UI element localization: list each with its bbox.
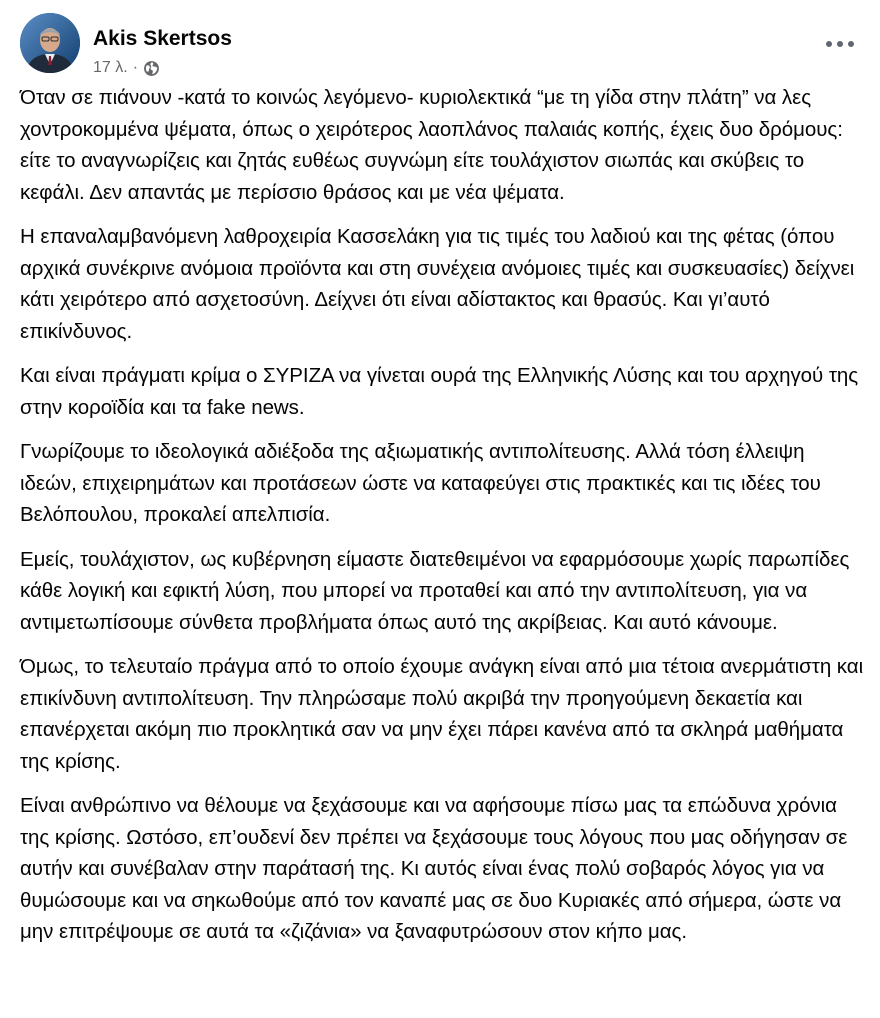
- more-horizontal-icon: [826, 41, 832, 47]
- post-paragraph: Εμείς, τουλάχιστον, ως κυβέρνηση είμαστε διατεθειμένοι να εφαρμόσουμε χωρίς παρωπίδες κάθε λογική και εφικτή λύση, που μπορεί να προταθεί και από την αντιπολίτευση, για να αντιμετωπίσουμε σύνθετα προβλήματα όπως αυτό της ακρίβειας. Και αυτό κάνουμε.: [20, 547, 850, 634]
- post-paragraph: Και είναι πράγματι κρίμα ο ΣΥΡΙΖΑ να γίνεται ουρά της Ελληνικής Λύσης και του αρχηγού της στην κοροϊδία και τα fake news.: [20, 364, 859, 419]
- post-paragraph: Γνωρίζουμε το ιδεολογικά αδιέξοδα της αξιωματικής αντιπολίτευσης. Αλλά τόση έλλειψη ιδεών, επιχειρημάτων και προτάσεων ώστε να καταφεύγει στις πρακτικές και τις ιδέες του Βελόπουλου, προκαλεί απελπισία.: [20, 440, 821, 526]
- post-meta: [93, 59, 160, 77]
- meta-separator: ·: [132, 59, 139, 76]
- post-paragraph: Όταν σε πιάνουν -κατά το κοινώς λεγόμενο- κυριολεκτικά “με τη γίδα στην πλάτη” να λες χοντροκομμένα ψέματα, όπως ο χειρότερος λαοπλάνος παλαιάς κοπής, έχεις δυο δρόμους: είτε το αναγνωρίζεις και ζητάς ευθέως συγνώμη είτε τουλάχιστον σιωπάς και σκύβεις το κεφάλι. Δεν απαντάς με περίσσιο θράσος και με νέα ψέματα.: [20, 86, 843, 204]
- post-paragraph: Είναι ανθρώπινο να θέλουμε να ξεχάσουμε και να αφήσουμε πίσω μας τα επώδυνα χρόνια της κρίσης. Ωστόσο, επ’ουδενί δεν πρέπει να ξεχάσουμε τους λόγους που μας οδήγησαν σε αυτήν και συνέβαλαν στην παράτασή της. Κι αυτός είναι ένας πολύ σοβαρός λόγος για να θυμώσουμε και να σηκωθούμε από τον καναπέ μας σε δυο Κυριακές από σήμερα, ώστε να μην επιτρέψουμε σε αυτά τα «ζιζάνια» να ξαναφυτρώσουν στον κήπο μας.: [20, 794, 848, 943]
- globe-icon[interactable]: [143, 60, 160, 77]
- more-horizontal-icon: [848, 41, 854, 47]
- post-header: [20, 12, 860, 76]
- avatar[interactable]: [20, 13, 80, 73]
- more-options-button[interactable]: [822, 30, 858, 58]
- post-timestamp[interactable]: 17 λ.: [93, 59, 128, 76]
- post-paragraph: Όμως, το τελευταίο πράγμα από το οποίο έχουμε ανάγκη είναι από μια τέτοια ανερμάτιστη και επικίνδυνη αντιπολίτευση. Την πληρώσαμε πολύ ακριβά την προηγούμενη δεκαετία και επανέρχεται ακόμη πιο προκλητικά σαν να μην έχει πάρει κανένα από τα σκληρά μαθήματα της κρίσης.: [20, 655, 864, 773]
- more-horizontal-icon: [837, 41, 843, 47]
- author-name[interactable]: Akis Skertsos: [93, 27, 232, 50]
- post-paragraph: Η επαναλαμβανόμενη λαθροχειρία Κασσελάκη για τις τιμές του λαδιού και της φέτας (όπου αρχικά συνέκρινε ανόμοια προϊόντα και στη συνέχεια ανόμοιες τιμές και συσκευασίες) δείχνει κάτι χειρότερο από ασχετοσύνη. Δείχνει ότι είναι αδίστακτος και θρασύς. Και γι’αυτό επικίνδυνος.: [20, 225, 855, 343]
- post-body: [20, 82, 865, 961]
